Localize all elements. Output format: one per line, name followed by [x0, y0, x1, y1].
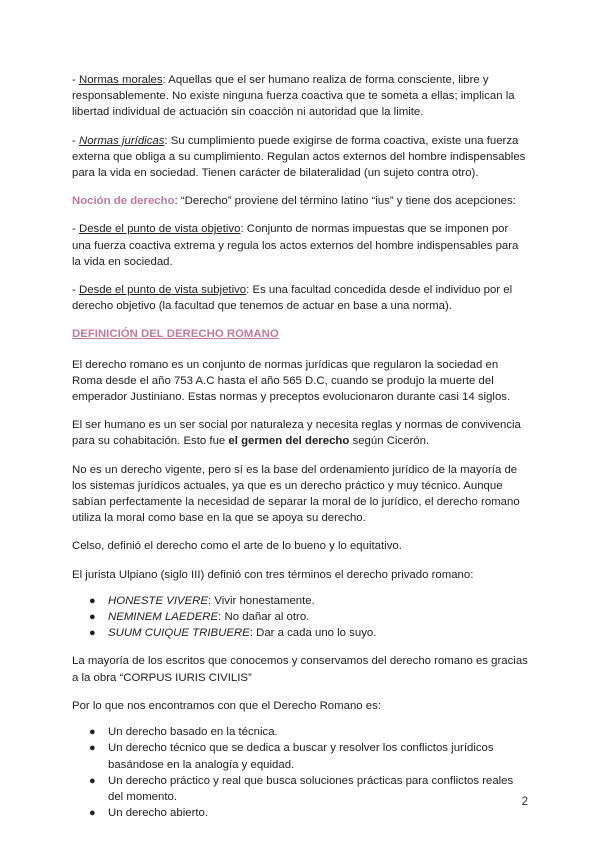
paragraph-definicion: El derecho romano es un conjunto de normas jurídicas que regularon la sociedad en Roma desde el año 753 A.C hasta el año 565 D.C, cuando se produjo la muerte del emperador Justiniano. Estas normas y preceptos evolucionaron durante casi 14 siglos.	[72, 358, 511, 404]
paragraph-nocion-derecho	[72, 193, 528, 209]
paragraph-normas-morales	[72, 72, 528, 121]
paragraph-ulpiano: El jurista Ulpiano (siglo III) definió con tres términos el derecho privado romano:	[72, 568, 474, 581]
paragraph-vigente: No es un derecho vigente, pero sí es la base del ordenamiento jurídico de la mayoría de los sistemas jurídicos actuales, ya que es un derecho práctico y muy técnico. Aunque sabían perfectamente la necesidad de separar la moral de lo jurídico, el derecho romano utiliza la moral como base en la que se apoya su derecho.	[72, 463, 520, 525]
list-item	[72, 740, 528, 772]
text: según Cicerón.	[349, 435, 430, 448]
definition-text: : Aquellas que el ser humano realiza de forma consciente, libre y responsablemente. No existe ninguna fuerza coactiva que te someta a ellas; implican la libertad individual de actuación sin coacción ni autoridad que la limite.	[72, 74, 515, 119]
latin-term: HONESTE VIVERE	[108, 594, 209, 607]
list-item	[72, 609, 528, 625]
paragraph-corpus: La mayoría de los escritos que conocemos y conservamos del derecho romano es gracias a la obra “CORPUS IURIS CIVILIS”	[72, 655, 528, 684]
paragraph-normas-juridicas	[72, 133, 528, 182]
definition-text: : Conjunto de normas impuestas que se imponen por una fuerza coactiva extrema y regula los actos externos del hombre indispensables para la vida en sociedad.	[72, 223, 519, 268]
bullet-icon: ●	[89, 627, 96, 640]
definition-text: : “Derecho” proviene del término latino “ius” y tiene dos acepciones:	[174, 195, 516, 208]
latin-term: SUUM CUIQUE TRIBUERE	[108, 627, 250, 640]
definition-text: : Es una facultad concedida desde el individuo por el derecho objetivo (la facultad que tenemos de actuar en base a una norma).	[72, 284, 513, 313]
definition-text: : Su cumplimiento puede exigirse de forma coactiva, existe una fuerza externa que obliga a su cumplimiento. Regulan actos externos del hombre indispensables para la vida en sociedad. Tienen carácter de bilateralidad (un sujeto contra otro).	[72, 134, 526, 180]
term-normas-morales: Normas morales	[78, 74, 163, 86]
latin-term: NEMINEM LAEDERE	[108, 611, 219, 624]
dash: -	[72, 284, 79, 297]
list-text: : Vivir honestamente.	[208, 594, 315, 607]
bullet-icon: ●	[89, 807, 96, 820]
bullet-icon: ●	[89, 774, 96, 787]
list-text: Un derecho práctico y real que busca soluciones prácticas para conflictos reales del momento.	[108, 774, 514, 803]
page-number: 2	[521, 795, 528, 808]
list-text: Un derecho técnico que se dedica a buscar y resolver los conflictos jurídicos basándose en la analogía y equidad.	[108, 742, 494, 771]
bullet-icon: ●	[89, 726, 96, 739]
list-item	[72, 724, 528, 740]
ulpiano-list	[72, 593, 528, 642]
term-subjetivo: Desde el punto de vista subjetivo	[78, 284, 247, 297]
paragraph-objetivo	[72, 221, 528, 270]
bullet-icon: ●	[89, 742, 96, 755]
list-text: Un derecho basado en la técnica.	[108, 726, 278, 739]
dash: -	[72, 74, 79, 86]
paragraph-ser-social	[72, 417, 528, 449]
paragraph-celso: Celso, definió el derecho como el arte de lo bueno y lo equitativo.	[72, 540, 402, 553]
list-item	[72, 805, 528, 821]
caracteristicas-list	[72, 724, 528, 821]
paragraph-subjetivo	[72, 282, 528, 314]
bullet-icon: ●	[89, 611, 96, 624]
dash: -	[72, 223, 79, 236]
bold-germen: el germen del derecho	[228, 435, 350, 448]
paragraph-derecho-romano-es: Por lo que nos encontramos con que el Derecho Romano es:	[72, 699, 381, 712]
term-objetivo: Desde el punto de vista objetivo	[78, 223, 241, 236]
list-text: Un derecho abierto.	[108, 807, 209, 820]
list-item	[72, 593, 528, 609]
list-item	[72, 773, 528, 805]
text: El ser humano es un ser social por naturaleza y necesita reglas y normas de convivencia para su cohabitación. Esto fue	[72, 419, 521, 448]
list-text: : Dar a cada uno lo suyo.	[249, 627, 377, 640]
list-item	[72, 625, 528, 641]
list-text: : No dañar al otro.	[218, 611, 310, 624]
term-normas-juridicas: Normas jurídicas	[78, 134, 165, 147]
term-nocion-derecho: Noción de derecho	[72, 195, 175, 208]
section-heading: DEFINICIÓN DEL DERECHO ROMANO	[72, 328, 279, 341]
bullet-icon: ●	[89, 594, 96, 607]
dash: -	[72, 134, 79, 147]
